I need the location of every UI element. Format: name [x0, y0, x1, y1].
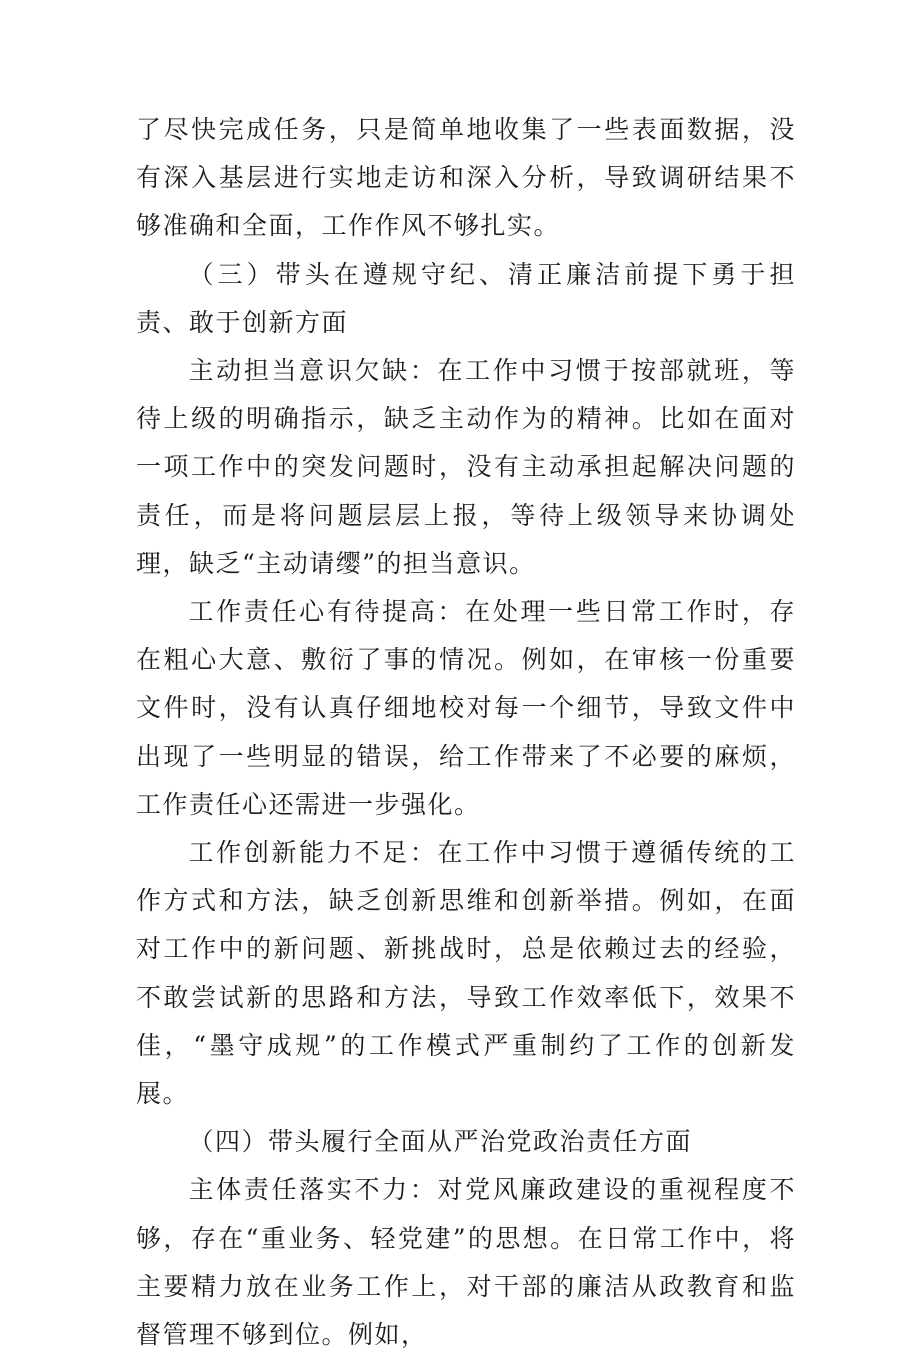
section-heading-three: （三）带头在遵规守纪、清正廉洁前提下勇于担责、敢于创新方面: [136, 259, 796, 337]
document-body: [136, 106, 796, 1359]
paragraph-responsibility: 工作责任心有待提高：在处理一些日常工作时，存在粗心大意、敷衍了事的情况。例如，在审核一份重要文件时，没有认真仔细地校对每一个细节，导致文件中出现了一些明显的错误，给工作带来了不必要的麻烦，工作责任心还需进一步强化。: [136, 597, 796, 819]
paragraph-initiative: 主动担当意识欠缺：在工作中习惯于按部就班，等待上级的明确指示，缺乏主动作为的精神。比如在面对一项工作中的突发问题时，没有主动承担起解决问题的责任，而是将问题层层上报，等待上级领导来协调处理，缺乏“主动请缨”的担当意识。: [136, 356, 796, 578]
paragraph-innovation: 工作创新能力不足：在工作中习惯于遵循传统的工作方式和方法，缺乏创新思维和创新举措。例如，在面对工作中的新问题、新挑战时，总是依赖过去的经验，不敢尝试新的思路和方法，导致工作效率低下，效果不佳，“墨守成规”的工作模式严重制约了工作的创新发展。: [136, 838, 796, 1109]
paragraph-main-responsibility: 主体责任落实不力：对党风廉政建设的重视程度不够，存在“重业务、轻党建”的思想。在日常工作中，将主要精力放在业务工作上，对干部的廉洁从政教育和监督管理不够到位。例如，: [136, 1175, 796, 1350]
section-heading-four: （四）带头履行全面从严治党政治责任方面: [188, 1127, 693, 1157]
paragraph-continuation: 了尽快完成任务，只是简单地收集了一些表面数据，没有深入基层进行实地走访和深入分析，导致调研结果不够准确和全面，工作作风不够扎实。: [136, 115, 796, 241]
